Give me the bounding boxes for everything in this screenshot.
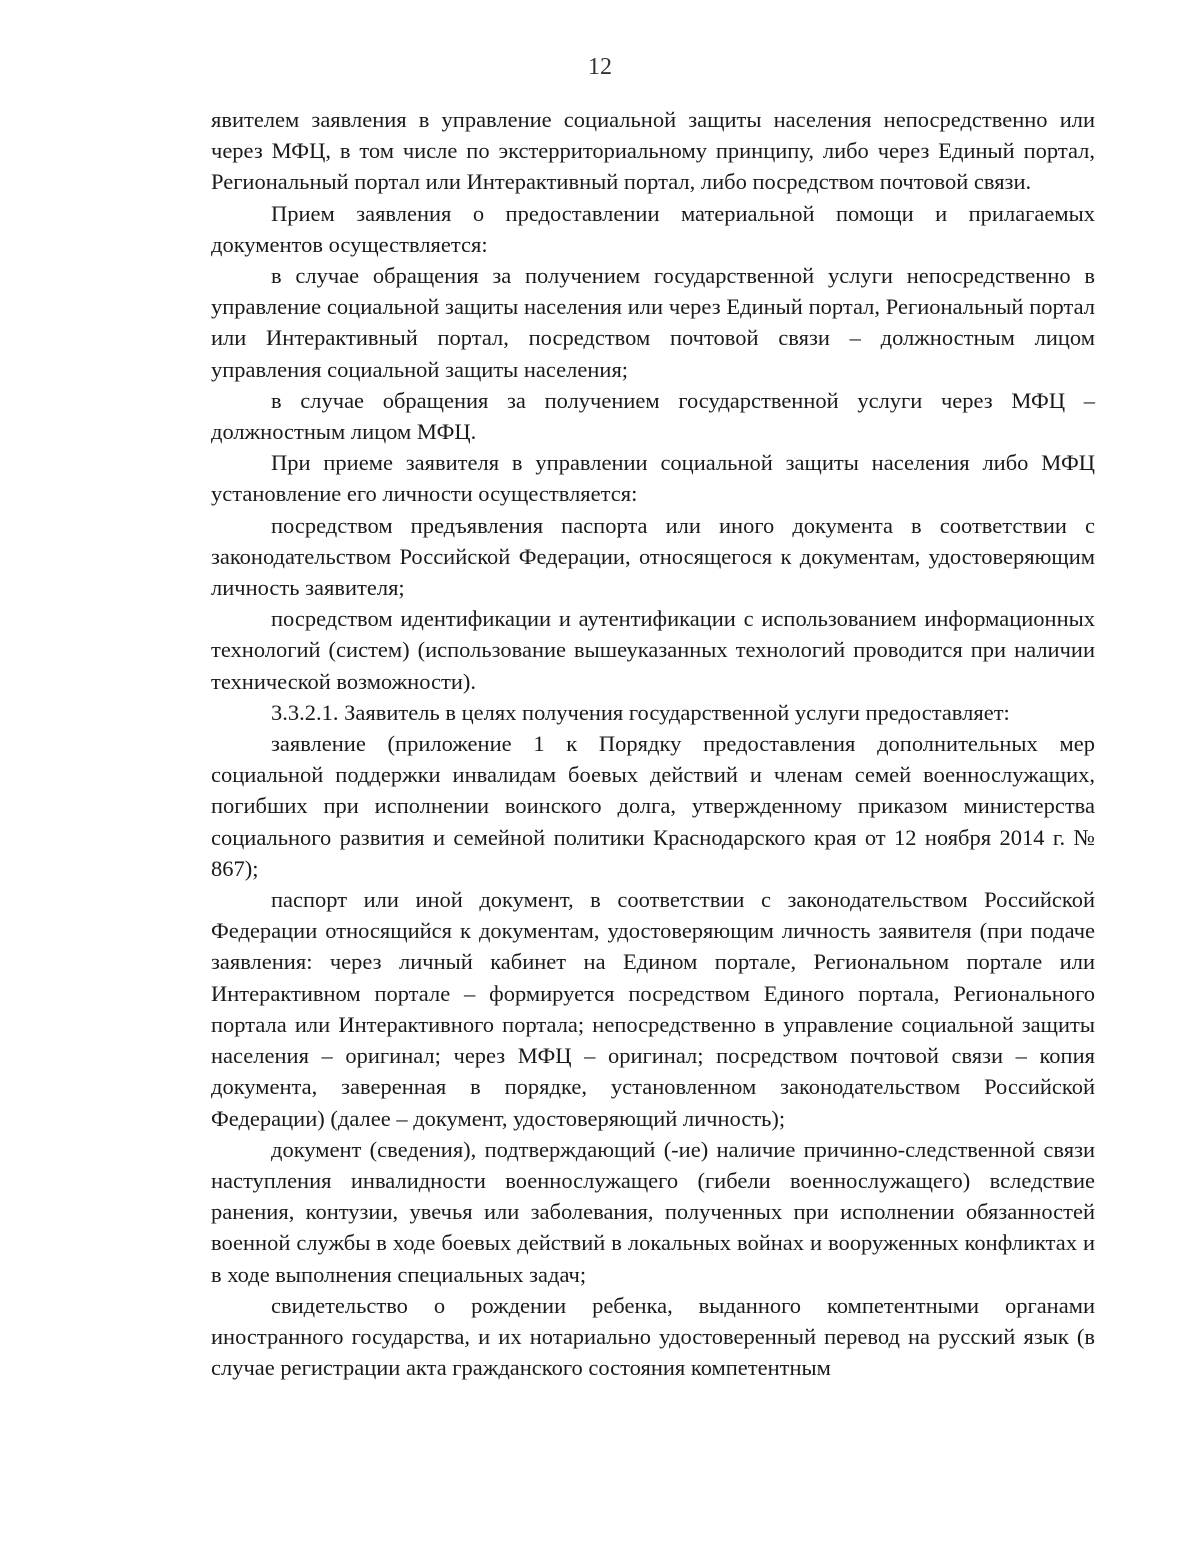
paragraph-causal-link-document: документ (сведения), подтверждающий (-ие) наличие причинно-следственной связи наступления инвалидности военнослужащего (гибели военнослужащего) вследствие ранения, контузии, увечья или заболевания, полученных при исполнении обязанностей военной службы в ходе боевых действий в локальных войнах и вооруженных конфликтах и в ходе выполнения специальных задач; — [211, 1136, 1095, 1287]
paragraph-birth-certificate: свидетельство о рождении ребенка, выданного компетентными органами иностранного государства, и их нотариально удостоверенный перевод на русский язык (в случае регистрации акта гражданского состояния компетентным — [211, 1292, 1095, 1381]
page-number: 12 — [588, 54, 612, 80]
paragraph-continuation: явителем заявления в управление социальной защиты населения непосредственно или через МФЦ, в том числе по экстерриториальному принципу, либо через Единый портал, Региональный портал или Интерактивный портал, либо посредством почтовой связи. — [211, 107, 1095, 195]
paragraph-section-3-3-2-1: 3.3.2.1. Заявитель в целях получения государственной услуги предоставляет: — [271, 699, 1010, 725]
paragraph-identification-authentication: посредством идентификации и аутентификации с использованием информационных технологий (систем) (использование вышеуказанных технологий проводится при наличии технической возможности). — [211, 606, 1095, 694]
page-body — [211, 104, 1095, 1383]
paragraph-application-form: заявление (приложение 1 к Порядку предоставления дополнительных мер социальной поддержки инвалидам боевых действий и членам семей военнослужащих, погибших при исполнении воинского долга, утвержденному приказом министерства социального развития и семейной политики Краснодарского края от 12 ноября 2014 г. № 867); — [211, 731, 1095, 881]
paragraph-via-mfc: в случае обращения за получением государственной услуги через МФЦ – должностным лицом МФЦ. — [211, 387, 1095, 445]
paragraph-direct-or-portal: в случае обращения за получением государственной услуги непосредственно в управление социальной защиты населения или через Единый портал, Региональный портал или Интерактивный портал, посредством почтовой связи – должностным лицом управления социальной защиты населения; — [211, 263, 1095, 382]
paragraph-identity-verification: При приеме заявителя в управлении социальной защиты населения либо МФЦ установление его личности осуществляется: — [211, 450, 1095, 507]
paragraph-passport-presentation: посредством предъявления паспорта или иного документа в соответствии с законодательством Российской Федерации, относящегося к документам, удостоверяющим личность заявителя; — [211, 512, 1095, 601]
paragraph-passport-document: паспорт или иной документ, в соответствии с законодательством Российской Федерации относящийся к документам, удостоверяющим личность заявителя (при подаче заявления: через личный кабинет на Едином портале, Региональном портале или Интерактивном портале – формируется посредством Единого портала, Регионального портала или Интерактивного портала; непосредственно в управление социальной защиты населения – оригинал; через МФЦ – оригинал; посредством почтовой связи – копия документа, заверенная в порядке, установленном законодательством Российской Федерации) (далее – документ, удостоверяющий личность); — [211, 887, 1095, 1131]
paragraph-application-intake: Прием заявления о предоставлении материальной помощи и прилагаемых документов осуществляется: — [211, 200, 1095, 257]
